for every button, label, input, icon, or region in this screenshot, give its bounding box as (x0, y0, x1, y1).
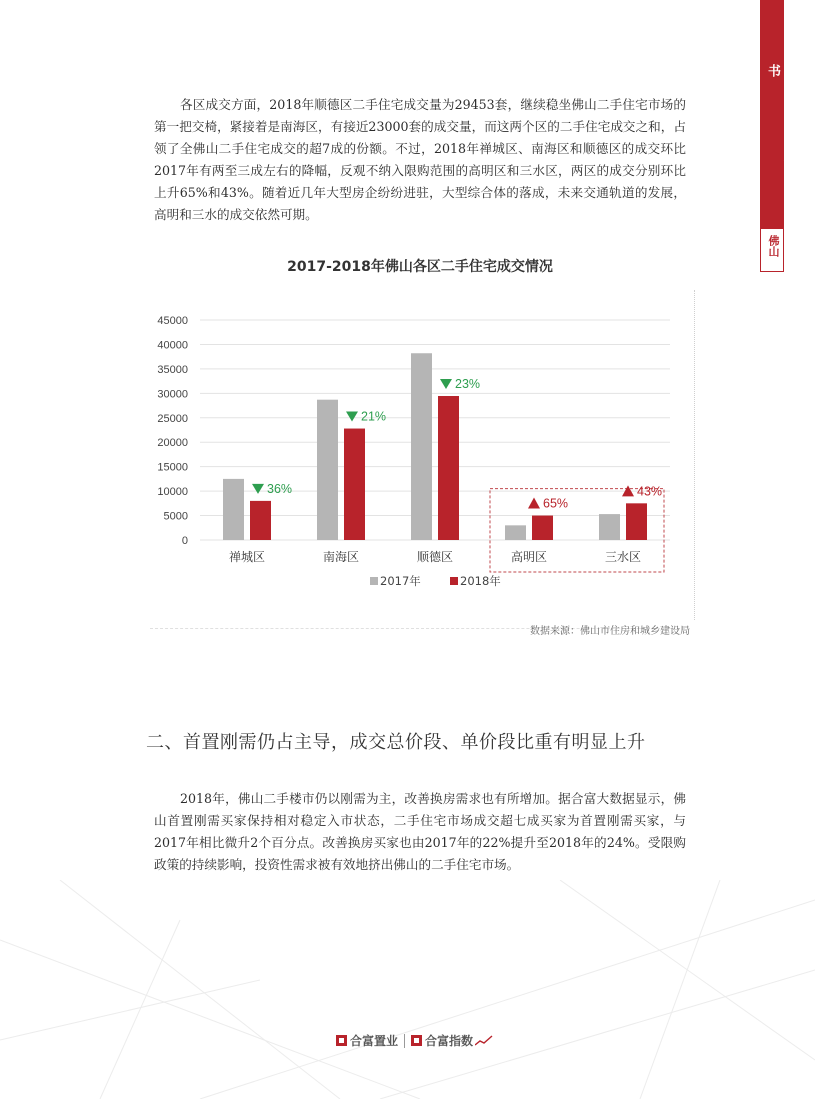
bar-2017年 (223, 479, 244, 540)
category-label: 顺德区 (416, 550, 454, 564)
category-label: 三水区 (604, 550, 642, 564)
y-tick-label: 40000 (157, 339, 188, 352)
y-tick-label: 25000 (157, 412, 188, 425)
trend-line-icon (475, 1035, 493, 1047)
change-label: 43% (637, 484, 663, 499)
side-tab-title: 2019年 二手房市场白皮书 (765, 64, 796, 216)
y-tick-label: 20000 (157, 437, 188, 450)
chart-title: 2017-2018年佛山各区二手住宅成交情况 (287, 259, 553, 275)
change-arrow-icon (252, 484, 264, 494)
legend-swatch (450, 577, 458, 585)
y-tick-label: 10000 (157, 486, 188, 499)
change-label: 65% (543, 496, 569, 511)
side-tab-city-label: 佛山 (767, 235, 780, 257)
change-label: 21% (361, 409, 387, 424)
side-tab (760, 0, 796, 228)
brand-logo-icon-2 (411, 1035, 422, 1046)
bar-2017年 (505, 525, 526, 540)
bar-2017年 (411, 353, 432, 540)
y-tick-label: 15000 (157, 461, 188, 474)
intro-paragraph: 各区成交方面，2018年顺德区二手住宅成交量为29453套，继续稳坐佛山二手住宅市场的第一把交椅，紧接着是南海区，有接近23000套的成交量，而这两个区的二手住宅成交之和，占领了全佛山二手住宅成交的超7成的份额。不过，2018年禅城区、南海区和顺德区的成交环比2017年有两至三成左右的降幅，反观不纳入限购范围的高明区和三水区，两区的成交分别环比上升65%和43%。随着近几年大型房企纷纷进驻，大型综合体的落成，未来交通轨道的发展，高明和三水的成交依然可期。 (154, 97, 686, 222)
y-tick-label: 45000 (157, 315, 188, 327)
change-arrow-icon (346, 412, 358, 422)
footer-brands (336, 1032, 493, 1049)
legend-label: 2017年 (380, 574, 421, 588)
y-tick-label: 5000 (163, 510, 188, 523)
bar-2017年 (317, 400, 338, 540)
category-label: 南海区 (322, 550, 360, 564)
bar-2018年 (626, 503, 647, 540)
background-lines (0, 880, 815, 1099)
y-tick-label: 0 (181, 535, 188, 547)
bar-2018年 (532, 516, 553, 540)
y-tick-label: 30000 (157, 388, 188, 401)
chart-border-dots (694, 290, 695, 620)
section-heading: 二、首置刚需仍占主导，成交总价段、单价段比重有明显上升 (146, 732, 646, 753)
change-arrow-icon (528, 498, 540, 509)
bar-2018年 (344, 429, 365, 540)
body-paragraph: 2018年，佛山二手楼市仍以刚需为主，改善换房需求也有所增加。据合富大数据显示，佛山首置刚需买家保持相对稳定入市状态，二手住宅市场成交超七成买家为首置刚需买家，与2017年相比微升2个百分点。改善换房买家也由2017年的22%提升至2018年的24%。受限购政策的持续影响，投资性需求被有效地挤出佛山的二手住宅市场。 (154, 791, 686, 872)
brand-heyfu-zhiye: 合富置业 (350, 1034, 399, 1048)
bar-2017年 (599, 514, 620, 540)
side-tab-city (760, 228, 784, 272)
category-label: 禅城区 (228, 550, 266, 564)
change-label: 23% (455, 377, 481, 392)
bar-2018年 (250, 501, 271, 540)
brand-heyfu-index: 合富指数 (425, 1034, 474, 1048)
brand-logo-icon (336, 1035, 347, 1046)
legend-swatch (370, 577, 378, 585)
legend-label: 2018年 (460, 574, 501, 588)
change-label: 36% (267, 481, 293, 496)
category-label: 高明区 (510, 550, 548, 564)
change-arrow-icon (440, 379, 452, 389)
bar-2018年 (438, 396, 459, 540)
footer-separator (404, 1034, 405, 1048)
data-source: 数据来源：佛山市住房和城乡建设局 (530, 626, 690, 637)
bar-chart (140, 300, 690, 600)
y-tick-label: 35000 (157, 363, 188, 376)
